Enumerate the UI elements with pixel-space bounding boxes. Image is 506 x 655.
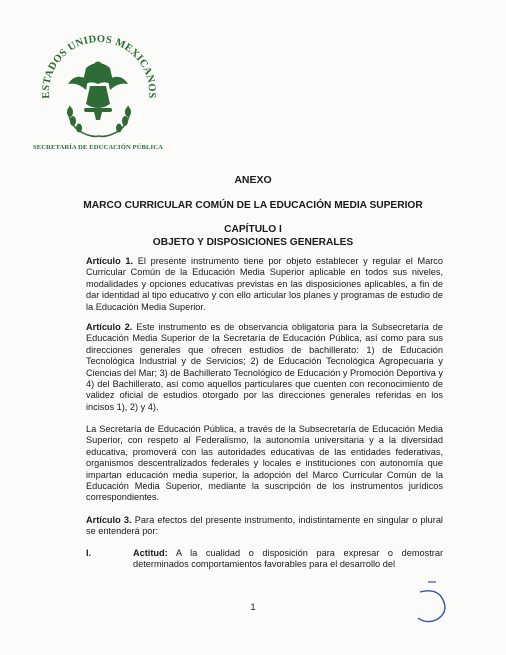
article-3-paragraph	[86, 515, 443, 538]
document-title: MARCO CURRICULAR COMÚN DE LA EDUCACIÓN MEDIA SUPERIOR	[83, 200, 423, 211]
article-3-label: Artículo 3.	[86, 515, 132, 525]
article-2-second-paragraph: La Secretaría de Educación Pública, a través de la Subsecretaría de Educación Media Superior, con respeto al Federalismo, la autonomía universitaria y a la diversidad educativa, promoverá con las autoridades educativas de las entidades federativas, organismos descentralizados federales y locales e instituciones con autonomía que impartan educación media superior, la adopción del Marco Curricular Común de la Educación Media Superior, mediante la suscripción de los instrumentos jurídicos correspondientes.	[86, 424, 443, 503]
department-name: SECRETARÍA DE EDUCACIÓN PÚBLICA	[33, 144, 163, 151]
definition-term: Actitud:	[133, 548, 168, 558]
chapter-heading: CAPÍTULO I	[224, 224, 282, 235]
page-number: 1	[250, 602, 256, 613]
seal-text: ESTADOS UNIDOS MEXICANOS	[40, 33, 158, 99]
article-1-text: El presente instrumento tiene por objeto establecer y regular el Marco Curricular Común de la Educación Media Superior aplicable en todos sus niveles, modalidades y opciones educativas previstas en las disposiciones aplicables, a fin de dar identidad al tipo educativo y con ello articular los planes y programas de estudio de la Educación Media Superior.	[86, 256, 443, 312]
definition-item	[133, 548, 443, 571]
article-3-text: Para efectos del presente instrumento, indistintamente en singular o plural se entenderá por:	[86, 515, 443, 537]
handwritten-initial-mark	[416, 580, 450, 628]
article-1-paragraph	[86, 256, 443, 313]
article-2-text: Este instrumento es de observancia obligatoria para la Subsecretaría de Educación Media Superior de la Secretaría de Educación Pública, así como para sus direcciones generales que ofrecen estudios de bachillerato: 1) de Educación Tecnológica Industrial y de Servicios; 2) de Educación Tecnológica Agropecuaria y Ciencias del Mar; 3) de Bachillerato Tecnológico de Educación y Promoción Deportiva y 4) del Bachillerato, así como aquellos particulares que cuenten con reconocimiento de validez oficial de estudios otorgado por las direcciones generales referidas en los incisos 1), 2) y 4).	[86, 322, 443, 412]
chapter-title: OBJETO Y DISPOSICIONES GENERALES	[152, 237, 354, 248]
article-2-label: Artículo 2.	[86, 322, 133, 332]
article-2-paragraph	[86, 322, 443, 413]
annex-heading: ANEXO	[234, 174, 272, 186]
definition-text: A la cualidad o disposición para expresar o demostrar determinados comportamientos favorables para el desarrollo del	[133, 548, 443, 570]
definition-numeral: I.	[86, 548, 92, 558]
article-1-label: Artículo 1.	[86, 256, 134, 266]
national-seal-logo	[28, 20, 168, 148]
